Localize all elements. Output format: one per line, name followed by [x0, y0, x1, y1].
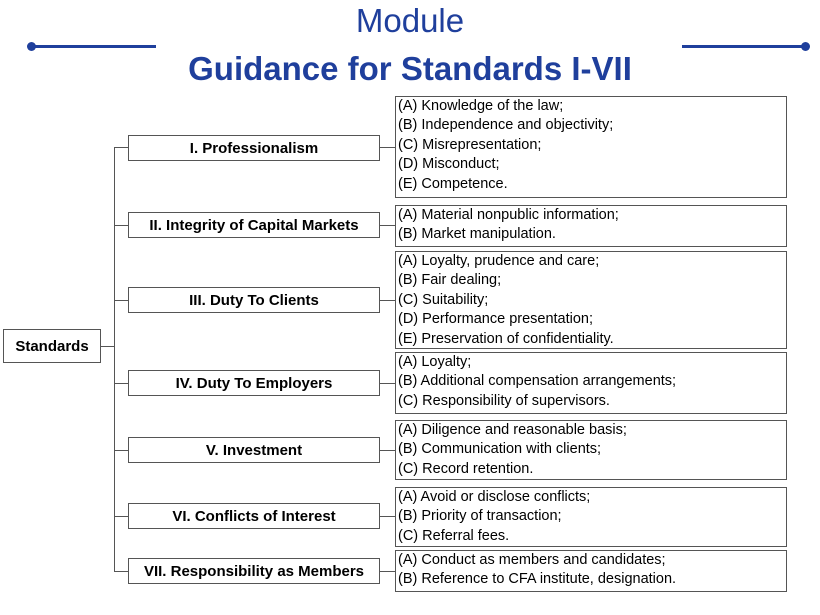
right-decor-dot	[801, 42, 810, 51]
detail-box-investment	[395, 420, 787, 480]
detail-item: (A) Knowledge of the law;	[398, 98, 564, 114]
standard-node-duty-employers	[128, 370, 380, 396]
trunk-line	[114, 147, 115, 572]
branch-line-4	[114, 383, 128, 384]
branch-line-5	[114, 450, 128, 451]
left-decor-dot	[27, 42, 36, 51]
left-decor-line	[32, 45, 156, 48]
standard-node-duty-clients	[128, 287, 380, 313]
detail-item: (A) Loyalty;	[398, 354, 472, 370]
detail-box-conflicts	[395, 487, 787, 547]
root-node-standards	[3, 329, 101, 363]
standard-label: VII. Responsibility as Members	[143, 562, 365, 580]
detail-item: (C) Responsibility of supervisors.	[398, 392, 610, 409]
detail-item: (B) Communication with clients;	[398, 441, 602, 458]
standard-label: II. Integrity of Capital Markets	[149, 216, 359, 234]
page-title: Guidance for Standards I-VII	[188, 50, 632, 87]
detail-connector-7	[379, 571, 395, 572]
detail-connector-3	[379, 300, 395, 301]
detail-item: (B) Reference to CFA institute, designation.	[398, 571, 677, 588]
detail-connector-5	[379, 450, 395, 451]
detail-item: (A) Loyalty, prudence and care;	[398, 253, 600, 269]
right-decor-line	[682, 45, 806, 48]
detail-item: (C) Record retention.	[398, 460, 534, 477]
detail-connector-1	[379, 147, 395, 148]
detail-connector-4	[379, 383, 395, 384]
detail-item: (A) Material nonpublic information;	[398, 207, 619, 223]
detail-item: (C) Misrepresentation;	[398, 136, 542, 153]
detail-item: (B) Additional compensation arrangements;	[398, 373, 677, 390]
detail-item: (D) Misconduct;	[398, 156, 500, 173]
detail-connector-6	[379, 516, 395, 517]
module-label: Module	[355, 2, 465, 39]
branch-line-2	[114, 225, 128, 226]
branch-line-6	[114, 516, 128, 517]
standard-label: IV. Duty To Employers	[175, 374, 333, 392]
standard-label: V. Investment	[205, 441, 303, 459]
detail-item: (C) Referral fees.	[398, 527, 510, 544]
detail-item: (E) Preservation of confidentiality.	[398, 330, 614, 347]
detail-item: (B) Priority of transaction;	[398, 508, 562, 525]
root-label: Standards	[15, 337, 89, 355]
detail-box-integrity	[395, 205, 787, 247]
branch-line-7	[114, 571, 128, 572]
standard-node-investment	[128, 437, 380, 463]
standard-label: VI. Conflicts of Interest	[172, 507, 336, 525]
standard-node-conflicts	[128, 503, 380, 529]
detail-item: (B) Independence and objectivity;	[398, 117, 614, 134]
branch-line-3	[114, 300, 128, 301]
detail-box-responsibility	[395, 550, 787, 592]
standard-node-professionalism	[128, 135, 380, 161]
detail-box-duty-clients	[395, 251, 787, 349]
detail-item: (D) Performance presentation;	[398, 311, 594, 328]
standard-label: I. Professionalism	[189, 139, 319, 157]
detail-item: (B) Market manipulation.	[398, 226, 556, 243]
detail-item: (A) Diligence and reasonable basis;	[398, 422, 627, 438]
detail-box-duty-employers	[395, 352, 787, 414]
root-connector	[101, 346, 115, 347]
detail-item: (A) Conduct as members and candidates;	[398, 552, 666, 568]
detail-box-professionalism	[395, 96, 787, 198]
standard-node-integrity	[128, 212, 380, 238]
standard-node-responsibility	[128, 558, 380, 584]
detail-item: (B) Fair dealing;	[398, 272, 502, 289]
standard-label: III. Duty To Clients	[189, 291, 319, 309]
detail-item: (E) Competence.	[398, 175, 508, 192]
branch-line-1	[114, 147, 128, 148]
detail-item: (A) Avoid or disclose conflicts;	[398, 489, 591, 505]
detail-connector-2	[379, 225, 395, 226]
detail-item: (C) Suitability;	[398, 291, 489, 308]
